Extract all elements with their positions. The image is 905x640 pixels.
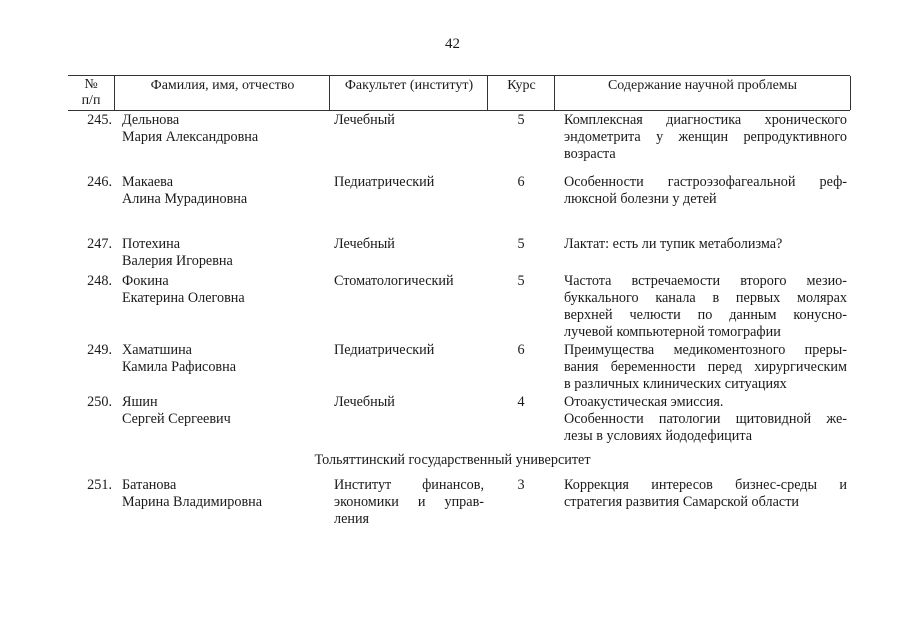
- research-topic: [564, 174, 847, 208]
- header-name: Фамилия, имя, отчество: [150, 78, 295, 93]
- faculty-line: Педиатрический: [334, 342, 435, 358]
- row-number: 249.: [87, 342, 112, 358]
- topic-line: Лактат: есть ли тупик метаболизма?: [564, 236, 783, 252]
- topic-line: возраста: [564, 146, 616, 162]
- faculty-line: Стоматологический: [334, 273, 454, 289]
- course: 5: [517, 112, 525, 128]
- course: 4: [517, 394, 525, 410]
- student-name: [122, 174, 327, 208]
- faculty-line: Лечебный: [334, 112, 395, 128]
- header-course: Курс: [507, 78, 536, 93]
- header-topic: Содержание научной проблемы: [607, 78, 798, 93]
- student-name: [122, 394, 327, 428]
- course: 5: [517, 273, 525, 289]
- header-num-line2: п/п: [81, 93, 101, 108]
- header-faculty: Факультет (институт): [344, 78, 474, 93]
- faculty-line: Педиатрический: [334, 174, 435, 190]
- topic-line: в различных клинических ситуациях: [564, 376, 787, 392]
- faculty-line: Лечебный: [334, 236, 395, 252]
- student-name: [122, 342, 327, 376]
- faculty: [334, 273, 484, 290]
- topic-line: Преимущества медикоментозного преры-: [564, 342, 847, 358]
- surname: Макаева: [122, 174, 173, 190]
- student-name: [122, 236, 327, 270]
- surname: Хаматшина: [122, 342, 192, 358]
- row-number: 247.: [87, 236, 112, 252]
- faculty-line: Лечебный: [334, 394, 395, 410]
- topic-line: Комплексная диагностика хронического: [564, 112, 847, 128]
- topic-line: лезы в условиях йододефицита: [564, 428, 753, 444]
- table-header: [68, 75, 850, 111]
- surname: Дельнова: [122, 112, 180, 128]
- row-number: 246.: [87, 174, 112, 190]
- faculty: [334, 174, 484, 191]
- topic-line: Отоакустическая эмиссия.: [564, 394, 724, 410]
- topic-line: Особенности патологии щитовидной же-: [564, 411, 847, 427]
- topic-line: Частота встречаемости второго мезио-: [564, 273, 847, 289]
- research-topic: [564, 394, 847, 445]
- given-names: Камила Рафисовна: [122, 359, 237, 375]
- given-names: Мария Александровна: [122, 129, 259, 145]
- topic-line: стратегия развития Самарской области: [564, 494, 799, 510]
- topic-line: буккального канала в первых молярах: [564, 290, 847, 306]
- given-names: Марина Владимировна: [122, 494, 263, 510]
- surname: Батанова: [122, 477, 177, 493]
- given-names: Сергей Сергеевич: [122, 411, 231, 427]
- faculty-line: Институт финансов,: [334, 477, 484, 493]
- topic-line: эндометрита у женщин репродуктивного: [564, 129, 847, 145]
- row-number: 251.: [87, 477, 112, 493]
- header-num-cell: [68, 76, 114, 110]
- faculty: [334, 236, 484, 253]
- page-number: 42: [445, 36, 460, 52]
- given-names: Валерия Игоревна: [122, 253, 233, 269]
- topic-line: вания беременности перед хирургическим: [564, 359, 847, 375]
- student-name: [122, 477, 327, 511]
- research-topic: [564, 236, 847, 253]
- faculty-line: экономики и управ-: [334, 494, 484, 510]
- surname: Потехина: [122, 236, 181, 252]
- surname: Яшин: [122, 394, 158, 410]
- surname: Фокина: [122, 273, 169, 289]
- row-number: 250.: [87, 394, 112, 410]
- header-topic-cell: [554, 76, 851, 110]
- faculty: [334, 342, 484, 359]
- course: 3: [517, 477, 525, 493]
- row-number: 245.: [87, 112, 112, 128]
- faculty-line: ления: [334, 511, 370, 527]
- topic-line: люксной болезни у детей: [564, 191, 717, 207]
- topic-line: Коррекция интересов бизнес-среды и: [564, 477, 847, 493]
- faculty: [334, 477, 484, 528]
- faculty: [334, 394, 484, 411]
- faculty: [334, 112, 484, 129]
- header-name-cell: [114, 76, 330, 110]
- research-topic: [564, 112, 847, 163]
- course: 5: [517, 236, 525, 252]
- research-topic: [564, 273, 847, 341]
- course: 6: [517, 174, 525, 190]
- section-title: Тольяттинский государственный университет: [314, 452, 591, 468]
- topic-line: Особенности гастроэзофагеальной реф-: [564, 174, 847, 190]
- research-topic: [564, 477, 847, 511]
- given-names: Алина Мурадиновна: [122, 191, 248, 207]
- course: 6: [517, 342, 525, 358]
- given-names: Екатерина Олеговна: [122, 290, 245, 306]
- topic-line: верхней челюсти по данным конусно-: [564, 307, 847, 323]
- student-name: [122, 273, 327, 307]
- research-topic: [564, 342, 847, 393]
- header-faculty-cell: [329, 76, 488, 110]
- topic-line: лучевой компьютерной томографии: [564, 324, 781, 340]
- student-name: [122, 112, 327, 146]
- header-num-line1: №: [84, 77, 98, 92]
- row-number: 248.: [87, 273, 112, 289]
- header-course-cell: [487, 76, 555, 110]
